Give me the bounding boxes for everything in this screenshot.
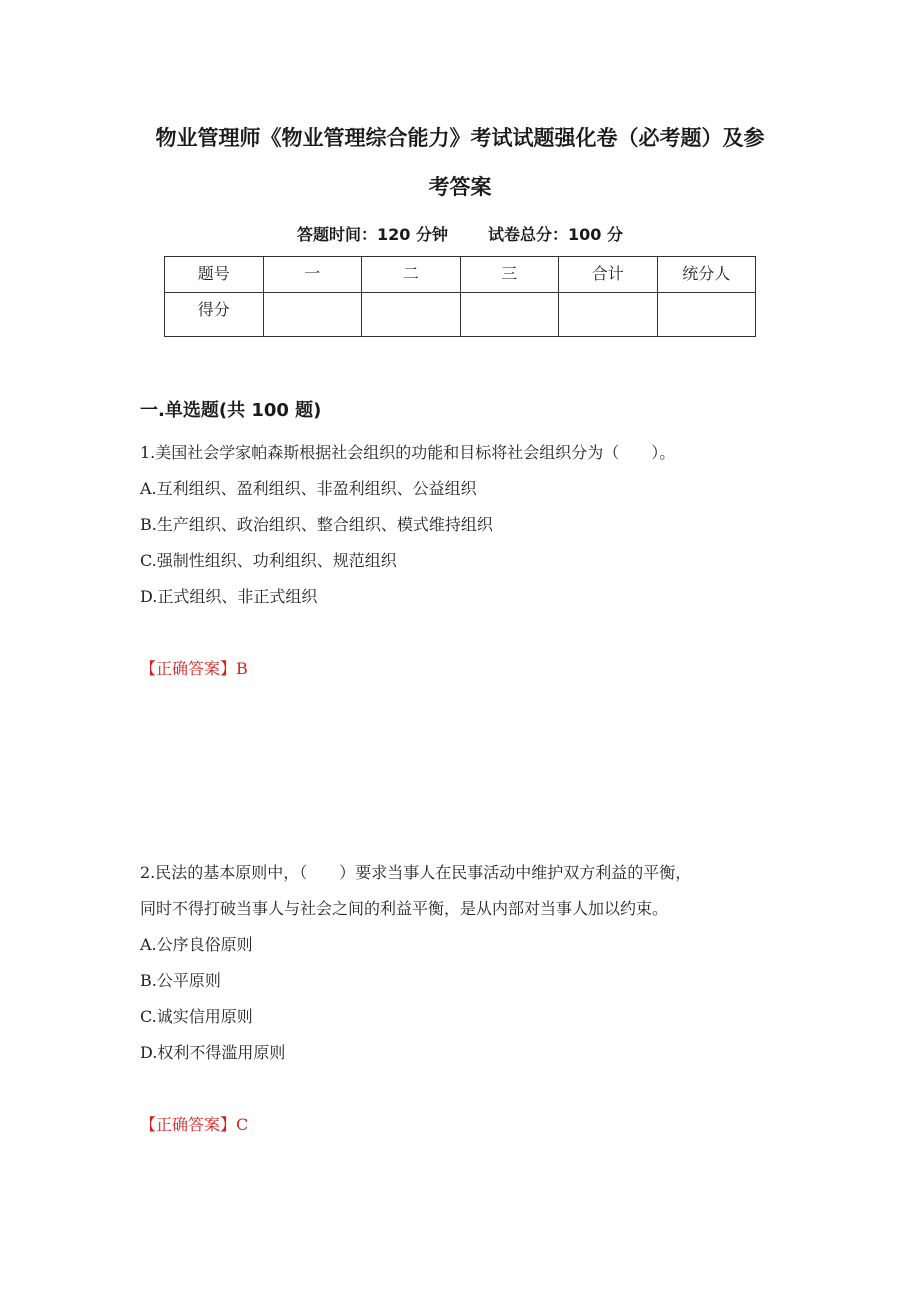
score-cell-part-1	[263, 293, 362, 337]
question-2-option-c: C.诚实信用原则	[140, 1007, 253, 1026]
header-cell-question-no: 题号	[165, 257, 264, 293]
exam-meta	[0, 222, 920, 245]
exam-title-line-1: 物业管理师《物业管理综合能力》考试试题强化卷（必考题）及参	[155, 126, 765, 150]
header-cell-grader: 统分人	[657, 257, 756, 293]
question-2-option-d: D.权利不得滥用原则	[140, 1043, 286, 1062]
header-cell-part-2: 二	[362, 257, 461, 293]
question-2-option-b: B.公平原则	[140, 971, 221, 990]
exam-total-score: 试卷总分：100 分	[488, 225, 623, 244]
question-1-option-b: B.生产组织、政治组织、整合组织、模式维持组织	[140, 515, 493, 534]
header-cell-part-3: 三	[460, 257, 559, 293]
score-row-label: 得分	[165, 293, 264, 337]
question-2	[140, 855, 790, 1071]
exam-time: 答题时间：120 分钟	[297, 225, 448, 244]
question-2-stem-line-1: 2.民法的基本原则中，（ ）要求当事人在民事活动中维护双方利益的平衡，	[140, 863, 692, 882]
question-1-stem: 1.美国社会学家帕森斯根据社会组织的功能和目标将社会组织分为（ ）。	[140, 443, 676, 462]
question-1	[140, 435, 790, 615]
question-1-option-d: D.正式组织、非正式组织	[140, 587, 318, 606]
question-2-answer: 【正确答案】C	[140, 1115, 249, 1134]
header-cell-part-1: 一	[263, 257, 362, 293]
question-1-option-c: C.强制性组织、功利组织、规范组织	[140, 551, 397, 570]
question-2-option-a: A.公序良俗原则	[140, 935, 253, 954]
score-cell-part-3	[460, 293, 559, 337]
score-table	[164, 256, 756, 337]
question-1-option-a: A.互利组织、盈利组织、非盈利组织、公益组织	[140, 479, 477, 498]
section-title: 一.单选题(共 100 题)	[140, 400, 322, 421]
question-1-answer: 【正确答案】B	[140, 659, 248, 678]
score-table-header-row	[165, 257, 756, 293]
score-table-score-row	[165, 293, 756, 337]
header-cell-total: 合计	[559, 257, 658, 293]
score-cell-part-2	[362, 293, 461, 337]
score-cell-total	[559, 293, 658, 337]
question-2-stem-line-2: 同时不得打破当事人与社会之间的利益平衡，是从内部对当事人加以约束。	[140, 899, 669, 918]
score-cell-grader	[657, 293, 756, 337]
exam-title-line-2: 考答案	[428, 175, 492, 199]
